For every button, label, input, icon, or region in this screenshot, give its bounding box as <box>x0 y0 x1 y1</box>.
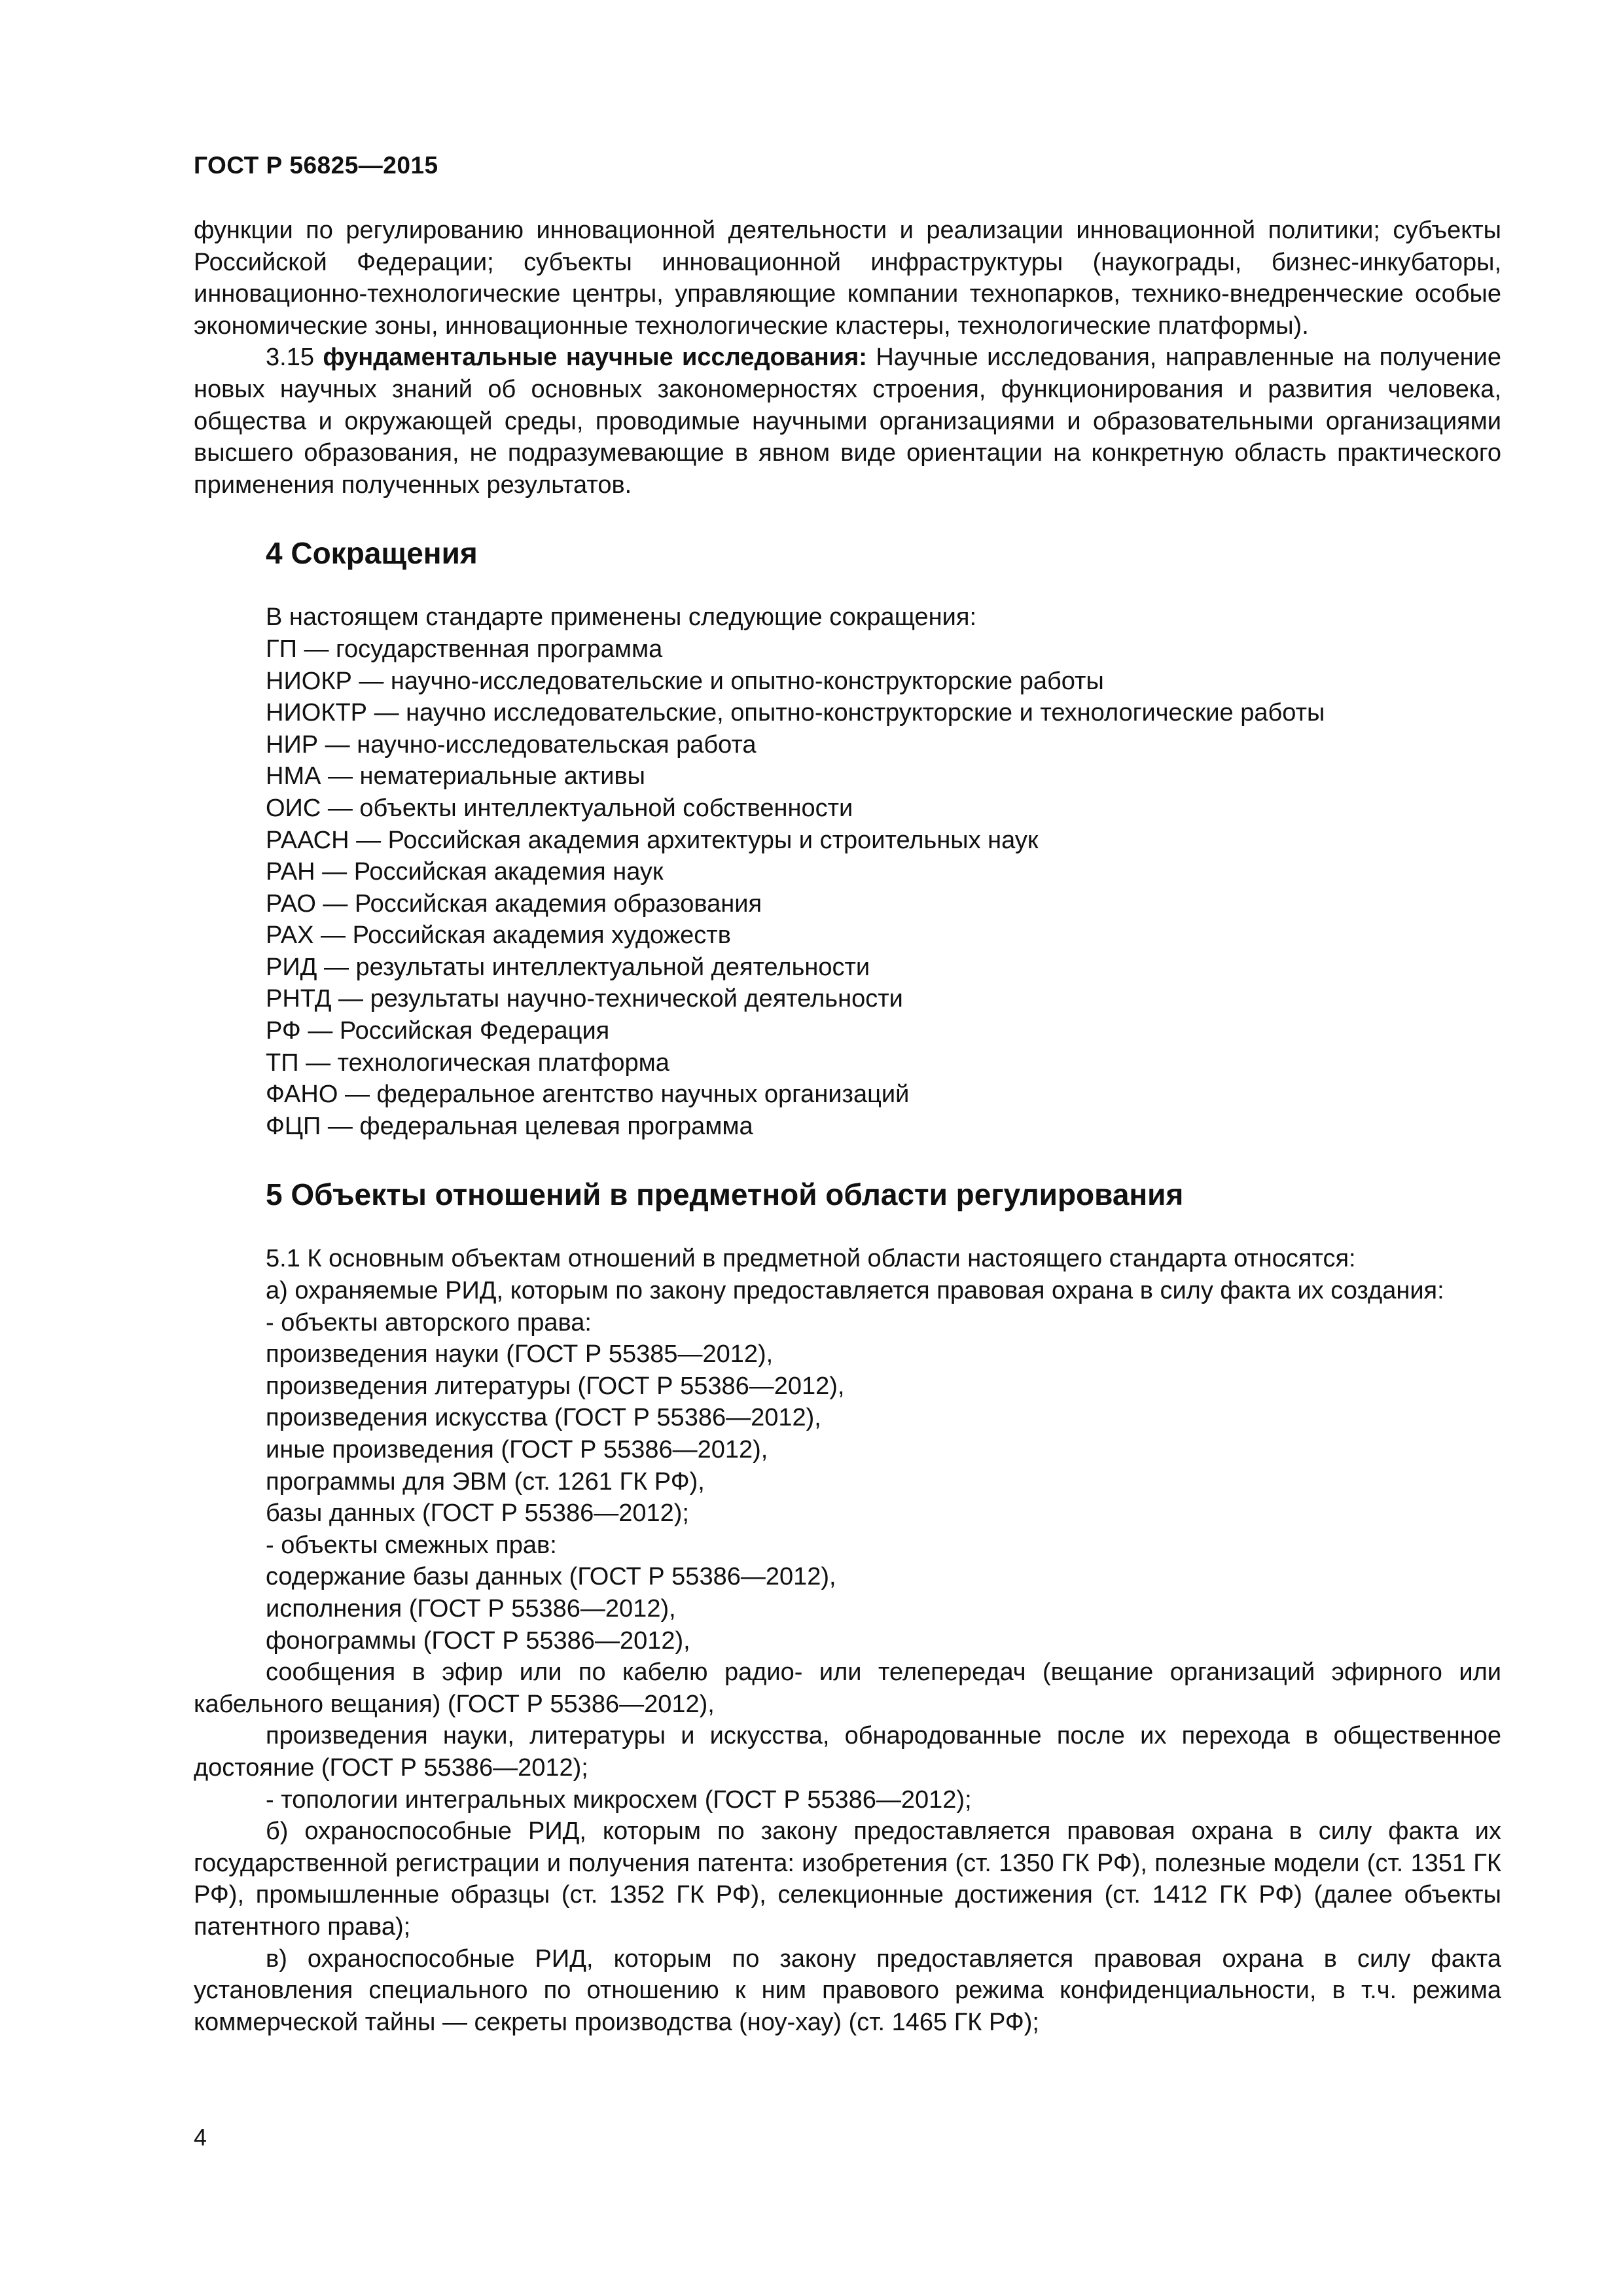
section-5-heading: 5 Объекты отношений в предметной области регулирования <box>266 1177 1184 1212</box>
abbreviation-item: ФАНО — федеральное агентство научных организаций <box>266 1081 910 1109</box>
abbreviations-list <box>194 634 1501 1143</box>
item-v-trade-secret-objects: в) охраноспособные РИД, которым по закону предоставляется правовая охрана в силу факта установления специального по отношению к ним правового режима конфиденциальности, в т.ч. режима коммерческой тайны — секреты производства (ноу-хау) (ст. 1465 ГК РФ); <box>194 1945 1501 2036</box>
abbreviation-item: РАХ — Российская академия художеств <box>266 922 731 950</box>
abbreviation-item: РАН — Российская академия наук <box>266 858 664 886</box>
abbreviation-item: ТП — технологическая платформа <box>266 1049 669 1077</box>
abbreviation-item: НИР — научно-исследовательская работа <box>266 730 757 759</box>
term-definition: Научные исследования, направленные на получение новых научных знаний об основных закономерностях строения, функционирования и развития человека, общества и окружающей среды, проводимые научными организациями и образовательными организациями высшего образования, не подразумевающие в явном виде ориентации на конкретную область практического применения полученных результатов. <box>194 344 1502 499</box>
copyright-object-item: произведения науки (ГОСТ Р 55385—2012), <box>266 1340 774 1369</box>
term-number: 3.15 <box>266 344 314 372</box>
abbreviation-item: ОИС — объекты интеллектуальной собственности <box>266 794 853 822</box>
abbreviation-item: ГП — государственная программа <box>266 635 663 663</box>
copyright-object-item: произведения искусства (ГОСТ Р 55386—2012), <box>266 1404 821 1432</box>
related-rights-item: содержание базы данных (ГОСТ Р 55386—2012), <box>266 1563 836 1591</box>
page-number: 4 <box>194 2124 207 2151</box>
related-rights-item: фонограммы (ГОСТ Р 55386—2012), <box>266 1626 690 1655</box>
abbreviation-item: ФЦП — федеральная целевая программа <box>266 1112 753 1140</box>
abbreviation-item: РАО — Российская академия образования <box>266 889 762 918</box>
topology-item: - топологии интегральных микросхем (ГОСТ Р 55386—2012); <box>266 1785 972 1814</box>
related-rights-item: исполнения (ГОСТ Р 55386—2012), <box>266 1594 676 1623</box>
related-rights-heading: - объекты смежных прав: <box>266 1531 557 1559</box>
clause-5-1: 5.1 К основным объектам отношений в предметной области настоящего стандарта относятся: <box>266 1245 1356 1273</box>
abbreviation-item: РФ — Российская Федерация <box>266 1017 610 1045</box>
intro-continuation-paragraph: функции по регулированию инновационной деятельности и реализации инновационной политики; субъекты Российской Федерации; субъекты инновационной инфраструктуры (наукограды, бизнес-инкубаторы, инновационно-технологические центры, управляющие компании технопарков, технико-внедренческие особые экономические зоны, инновационные технологические кластеры, технологические платформы). <box>194 217 1501 340</box>
document-header: ГОСТ Р 56825—2015 <box>194 152 438 179</box>
abbreviation-item: РААСН — Российская академия архитектуры и строительных наук <box>266 826 1039 854</box>
abbreviations-intro: В настоящем стандарте применены следующие сокращения: <box>266 603 977 632</box>
abbreviation-item: НМА — нематериальные активы <box>266 762 645 791</box>
term-3-15-paragraph <box>194 342 1501 501</box>
broadcast-item: сообщения в эфир или по кабелю радио- или телепередач (вещание организаций эфирного или кабельного вещания) (ГОСТ Р 55386—2012), <box>194 1659 1501 1718</box>
abbreviation-item: НИОКТР — научно исследовательские, опытно-конструкторские и технологические работы <box>266 699 1325 727</box>
copyright-object-item: произведения литературы (ГОСТ Р 55386—2012), <box>266 1372 845 1400</box>
copyright-object-item: базы данных (ГОСТ Р 55386—2012); <box>266 1499 689 1528</box>
abbreviation-item: НИОКР — научно-исследовательские и опытно-конструкторские работы <box>266 667 1104 695</box>
copyright-object-item: иные произведения (ГОСТ Р 55386—2012), <box>266 1436 768 1463</box>
section-4-heading: 4 Сокращения <box>266 536 478 571</box>
abbreviation-item: РИД — результаты интеллектуальной деятельности <box>266 953 870 981</box>
document-body <box>194 215 1501 2038</box>
public-domain-works-item: произведения науки, литературы и искусства, обнародованные после их перехода в общественное достояние (ГОСТ Р 55386—2012); <box>194 1722 1501 1782</box>
copyright-objects-heading: - объекты авторского права: <box>266 1308 592 1336</box>
abbreviation-item: РНТД — результаты научно-технической деятельности <box>266 985 903 1013</box>
item-a-protected-results: а) охраняемые РИД, которым по закону предоставляется правовая охрана в силу факта их создания: <box>266 1277 1444 1305</box>
copyright-object-item: программы для ЭВМ (ст. 1261 ГК РФ), <box>266 1467 705 1496</box>
item-b-patent-objects: б) охраноспособные РИД, которым по закону предоставляется правовая охрана в силу факта их государственной регистрации и получения патента: изобретения (ст. 1350 ГК РФ), полезные модели (ст. 1351 ГК РФ), промышленные образцы (ст. 1352 ГК РФ), селекционные достижения (ст. 1412 ГК РФ) (далее объекты патентного права); <box>194 1818 1501 1941</box>
term-name: фундаментальные научные исследования: <box>323 344 867 372</box>
